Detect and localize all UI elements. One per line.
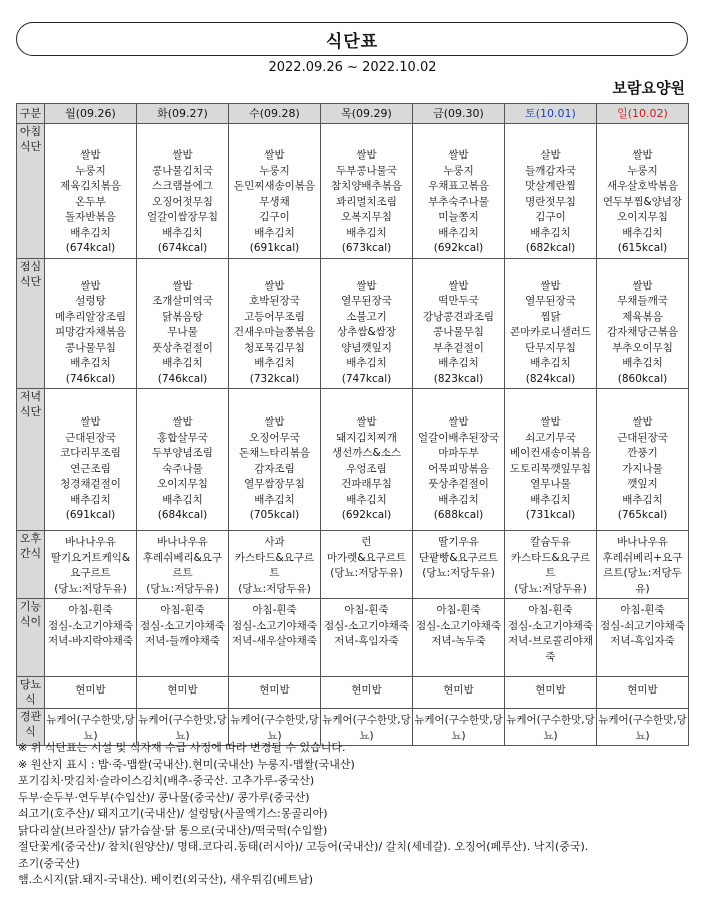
menu-item: 찜닭: [540, 310, 561, 323]
row-label-part: 간식: [19, 547, 42, 560]
dinner-cell-thu: [321, 389, 413, 531]
lunch-cell-mon: [45, 258, 137, 389]
menu-item: 도토리묵깻잎무침: [509, 462, 592, 475]
menu-item: 돌자반볶음: [65, 211, 116, 223]
diabetic-cell-tue: [137, 677, 229, 709]
day-header-thu: 목(09.29): [321, 104, 413, 124]
dinner-cell-mon: [45, 389, 137, 531]
menu-item: 뉴케어(구수한맛,당뇨): [138, 714, 227, 742]
menu-item: 오복지무침: [341, 211, 392, 223]
menu-item: 저녁-녹두죽: [431, 635, 486, 647]
menu-item: 저녁-바지락야채죽: [48, 635, 133, 647]
diabetic-cell-fri: [413, 677, 505, 709]
menu-item: 배추김치: [622, 226, 663, 239]
menu-item: 마파두부: [438, 447, 479, 459]
menu-item: 제육김치볶음: [60, 180, 121, 192]
porridge-cell-thu: [321, 599, 413, 677]
menu-item: 들깨감자국: [525, 164, 576, 177]
diabetic-cell-sun: [597, 677, 689, 709]
dinner-row: [17, 389, 689, 531]
diabetic-row-label: [17, 677, 45, 709]
menu-item: 스크램블에그: [152, 180, 213, 192]
menu-item: 배추김치: [346, 226, 387, 239]
menu-item: 쌀밥: [264, 149, 285, 161]
menu-item: (692kcal): [433, 242, 484, 254]
menu-item: 뉴케어(구수한맛,당뇨): [598, 714, 687, 742]
menu-item: 저녁-새우살야채죽: [232, 635, 317, 647]
menu-item: 후레쉬베리+요구르트(당뇨:저당두유): [602, 551, 683, 595]
menu-item: 배추김치: [530, 493, 571, 506]
menu-item: 점심-소고기야채죽: [48, 619, 133, 632]
menu-item: 돈민찌새송이볶음: [233, 180, 316, 192]
menu-item: 생선까스&소스: [331, 447, 402, 459]
menu-item: 런: [361, 536, 372, 548]
menu-item: 현미밥: [259, 684, 290, 696]
menu-item: 코다리무조림: [60, 447, 121, 459]
row-label-part: 식단: [19, 405, 42, 418]
menu-item: 카스타드&요구르트: [234, 551, 315, 579]
row-label-part: 식단: [19, 274, 42, 288]
corner-header: 구분: [17, 104, 45, 124]
menu-item: 무나물: [167, 326, 198, 338]
menu-item: (당뇨:저당두유): [54, 582, 127, 595]
menu-item: 가지나물: [622, 462, 663, 475]
snack-cell-sat: [505, 531, 597, 599]
menu-item: 쌀밥: [448, 416, 469, 428]
lunch-cell-tue: [137, 258, 229, 389]
row-label-part: 점심: [19, 259, 42, 273]
menu-item: 제육볶음: [622, 310, 663, 323]
menu-item: (705kcal): [249, 509, 300, 521]
menu-item: 무채들깨국: [617, 295, 668, 307]
menu-item: 감자조림: [254, 462, 295, 475]
menu-item: 쌀밥: [356, 416, 377, 428]
lunch-row: [17, 258, 689, 389]
menu-item: 떡만두국: [438, 295, 479, 307]
menu-item: 연근조림: [70, 462, 111, 475]
menu-item: 부추겉절이: [433, 341, 484, 354]
menu-item: 쌀밥: [172, 416, 193, 428]
menu-item: 쌀밥: [80, 279, 101, 292]
menu-item: 배추김치: [346, 357, 387, 369]
menu-item: 청포묵김무침: [244, 341, 305, 354]
menu-item: 얼갈이쌈장무침: [146, 211, 218, 223]
menu-item: 배추김치: [70, 493, 111, 506]
menu-item: 쌀밥: [356, 279, 377, 292]
menu-item: 딸기우유: [438, 536, 479, 548]
menu-item: 배추김치: [254, 357, 295, 369]
menu-item: 누룽지: [627, 164, 658, 177]
menu-item: 상추쌈&쌈장: [337, 326, 396, 338]
menu-item: 현미밥: [627, 684, 658, 696]
menu-item: 홍합살무국: [157, 431, 208, 444]
menu-item: 감자채당근볶음: [606, 326, 678, 338]
menu-item: 저녁-브로콜리야채죽: [508, 635, 593, 663]
weekly-menu-table: [16, 103, 689, 746]
menu-item: 쌀밥: [80, 416, 101, 428]
porridge-cell-fri: [413, 599, 505, 677]
lunch-cell-sat: [505, 258, 597, 389]
menu-item: 오징어젓무침: [152, 195, 213, 208]
facility-name: 보람요양원: [612, 79, 685, 97]
menu-item: (684kcal): [157, 509, 208, 521]
menu-item: 점심-소고기야채죽: [324, 619, 409, 632]
porridge-cell-mon: [45, 599, 137, 677]
snack-cell-thu: [321, 531, 413, 599]
menu-item: 저녁-들깨야채죽: [145, 635, 220, 647]
menu-item: 쌀밥: [264, 279, 285, 292]
menu-item: 배추김치: [622, 357, 663, 369]
row-label-part: 경관: [19, 710, 42, 723]
menu-item: 현미밥: [443, 684, 474, 696]
menu-item: 콩나물무침: [433, 326, 484, 338]
dinner-cell-tue: [137, 389, 229, 531]
row-label-part: 식이: [19, 615, 42, 628]
dinner-cell-sat: [505, 389, 597, 531]
dinner-cell-wed: [229, 389, 321, 531]
menu-item: 배추김치: [254, 493, 295, 506]
menu-item: 돈채느타리볶음: [238, 447, 310, 459]
menu-item: (당뇨:저당두유): [146, 582, 219, 595]
menu-item: 열무쌈장무침: [244, 478, 305, 490]
menu-item: 배추김치: [162, 357, 203, 369]
menu-item: 아침-흰죽: [436, 604, 481, 616]
menu-item: 배추김치: [530, 357, 571, 369]
note-line: 햄.소시지(닭.돼지-국내산). 베이컨(외국산), 새우튀김(베트남): [18, 873, 314, 886]
menu-item: 새우살호박볶음: [606, 180, 678, 192]
menu-item: 점심-소고기야채죽: [140, 619, 225, 632]
snack-cell-mon: [45, 531, 137, 599]
menu-item: 현미밥: [167, 684, 198, 696]
menu-item: 연두부찜&양념장: [602, 195, 683, 208]
menu-item: 칼슘두유: [530, 536, 571, 548]
menu-item: 후레쉬베리&요구르트: [142, 551, 223, 579]
menu-item: (747kcal): [341, 372, 392, 385]
note-line: ※ 원산지 표시 : 밥·죽-맵쌀(국내산).현미(국내산) 누룽지-맵쌀(국내산): [18, 757, 355, 771]
menu-item: 아침-흰죽: [620, 604, 665, 616]
menu-item: 오징어무국: [249, 431, 300, 444]
breakfast-cell-sat: [505, 124, 597, 259]
menu-item: 배추김치: [254, 226, 295, 239]
menu-item: 배추김치: [70, 357, 111, 369]
menu-item: 청경채겉절이: [60, 478, 121, 490]
day-header-sat: 토(10.01): [505, 104, 597, 124]
menu-item: 설렁탕: [75, 295, 106, 307]
date-range: 2022.09.26 ~ 2022.10.02: [268, 60, 437, 75]
menu-item: 바나나우유: [617, 536, 668, 548]
menu-item: (765kcal): [617, 509, 668, 521]
menu-item: 점심-소고기야채죽: [416, 619, 501, 632]
dinner-row-label: [17, 389, 45, 531]
note-line: 두부·순두부·연두부(수입산)/ 콩나물(중국산)/ 콩가루(중국산): [18, 790, 310, 804]
menu-item: 숙주나물: [162, 462, 203, 475]
menu-item: 콘마카로니샐러드: [509, 326, 592, 338]
porridge-cell-wed: [229, 599, 321, 677]
menu-item: 카스타드&요구르트: [510, 551, 591, 579]
breakfast-cell-sun: [597, 124, 689, 259]
menu-item: 돼지김치찌개: [336, 431, 397, 444]
menu-item: (674kcal): [157, 242, 208, 254]
lunch-cell-fri: [413, 258, 505, 389]
menu-item: (691kcal): [249, 242, 300, 254]
menu-item: 뉴케어(구수한맛,당뇨): [230, 714, 319, 742]
porridge-row: [17, 599, 689, 677]
menu-item: 쌀밥: [80, 149, 101, 161]
note-line: ※ 위 식단표는 시설 및 식자재 수급 사정에 따라 변경될 수 있습니다.: [18, 741, 346, 754]
row-label-part: 식: [25, 693, 36, 706]
menu-item: 깐풍기: [627, 447, 658, 459]
breakfast-cell-wed: [229, 124, 321, 259]
menu-item: 김구이: [535, 211, 566, 223]
menu-item: 어묵피망볶음: [428, 462, 489, 475]
menu-item: (당뇨:저당두유): [330, 567, 403, 579]
menu-item: 쇠고기무국: [525, 431, 576, 444]
menu-item: 살밥: [540, 149, 561, 161]
day-header-tue: 화(09.27): [137, 104, 229, 124]
menu-item: 아침-흰죽: [528, 604, 573, 616]
menu-item: 아침-흰죽: [68, 604, 113, 616]
menu-item: 아침-흰죽: [160, 604, 205, 616]
menu-item: 바나나우유: [65, 536, 116, 548]
menu-item: 근대된장국: [65, 431, 116, 444]
menu-item: 쌀밥: [448, 279, 469, 292]
menu-item: 꽈리멸치조림: [336, 195, 397, 208]
porridge-cell-tue: [137, 599, 229, 677]
menu-item: 소불고기: [346, 310, 387, 323]
menu-item: 쌀밥: [356, 149, 377, 161]
menu-item: 풋상추겉절이: [152, 341, 213, 354]
menu-item: (당뇨:저당두유): [238, 582, 311, 595]
menu-item: 열무나물: [530, 478, 571, 490]
snack-cell-tue: [137, 531, 229, 599]
lunch-row-label: [17, 258, 45, 389]
menu-item: 마가렛&요구르트: [326, 551, 407, 564]
menu-item: (615kcal): [617, 242, 668, 254]
snack-cell-fri: [413, 531, 505, 599]
menu-item: 쌀밥: [172, 279, 193, 292]
menu-item: 배추김치: [438, 493, 479, 506]
menu-item: 누룽지: [443, 164, 474, 177]
dinner-cell-sun: [597, 389, 689, 531]
menu-item: (당뇨:저당두유): [422, 567, 495, 579]
menu-item: 부추숙주나물: [428, 195, 489, 208]
menu-item: 베이컨새송이볶음: [509, 447, 592, 459]
menu-item: 고등어무조림: [244, 310, 305, 323]
breakfast-row-label: [17, 124, 45, 259]
menu-item: 깻잎지: [627, 478, 658, 490]
row-label-part: 당뇨: [19, 678, 42, 691]
menu-item: (824kcal): [525, 372, 576, 385]
menu-item: 쌀밥: [264, 416, 285, 428]
menu-item: 점심-소고기야채죽: [232, 619, 317, 632]
menu-item: 참치양배추볶음: [330, 180, 402, 192]
menu-item: 뉴케어(구수한맛,당뇨): [506, 714, 595, 742]
note-line: 쇠고기(호주산)/ 돼지고기(국내산)/ 설렁탕(사골엑기스:몽골리아): [18, 807, 328, 820]
menu-item: (746kcal): [65, 372, 116, 385]
menu-item: 미늘쫑지: [438, 211, 479, 223]
diabetic-row: [17, 677, 689, 709]
menu-item: 배추김치: [162, 226, 203, 239]
origin-notes: [18, 740, 688, 889]
menu-item: 점심-소고기야채죽: [508, 619, 593, 632]
menu-item: 김구이: [259, 211, 290, 223]
menu-item: 현미밥: [535, 684, 566, 696]
menu-item: 호박된장국: [249, 295, 300, 307]
menu-item: 쌀밥: [540, 279, 561, 292]
diabetic-cell-wed: [229, 677, 321, 709]
menu-title: 식단표: [16, 22, 688, 56]
menu-item: 배추김치: [70, 226, 111, 239]
menu-item: 닭볶음탕: [162, 310, 203, 323]
menu-item: 메추리알장조림: [54, 310, 126, 323]
menu-item: (당뇨:저당두유): [514, 582, 587, 595]
lunch-cell-wed: [229, 258, 321, 389]
menu-item: 열무된장국: [525, 295, 576, 307]
day-header-sun: 일(10.02): [597, 104, 689, 124]
snack-row: [17, 531, 689, 599]
menu-item: 누룽지: [75, 164, 106, 177]
menu-item: 배추김치: [622, 493, 663, 506]
menu-item: 바나나우유: [157, 536, 208, 548]
menu-item: 저녁-흑임자죽: [610, 635, 675, 647]
menu-item: (688kcal): [433, 509, 484, 521]
breakfast-row: [17, 124, 689, 259]
note-line: 닭다리살(브라질산)/ 닭가슴살·닭 통으로(국내산)/떡국떡(수입쌀): [18, 823, 328, 837]
menu-item: (692kcal): [341, 509, 392, 521]
menu-item: 누룽지: [259, 164, 290, 177]
diabetic-cell-mon: [45, 677, 137, 709]
menu-item: (674kcal): [65, 242, 116, 254]
menu-item: 쌀밥: [172, 149, 193, 161]
note-line: 절단꽃게(중국산)/ 참치(원양산)/ 명태.코다리.동태(러시아)/ 고등어(국내산)/ 갈치(세네갈). 오징어(페루산). 낙지(중국).: [18, 840, 589, 853]
menu-item: (732kcal): [249, 372, 300, 385]
menu-item: 현미밥: [351, 684, 382, 696]
menu-item: 오이지무침: [157, 478, 208, 490]
snack-cell-sun: [597, 531, 689, 599]
menu-item: 무생채: [259, 195, 290, 208]
menu-item: (673kcal): [341, 242, 392, 254]
menu-item: 강낭콩견과조림: [422, 310, 494, 323]
menu-item: 사과: [264, 536, 285, 548]
menu-item: 배추김치: [438, 357, 479, 369]
menu-item: 부추오이무침: [612, 341, 673, 354]
row-label-part: 오후: [19, 532, 42, 545]
menu-item: (731kcal): [525, 509, 576, 521]
note-line: 포기김치·맛김치·슬라이스김치(배추-중국산. 고추가루-중국산): [18, 774, 315, 787]
menu-item: 풋상추겉절이: [428, 478, 489, 490]
menu-item: 현미밥: [75, 684, 106, 696]
porridge-cell-sat: [505, 599, 597, 677]
row-label-part: 식단: [19, 140, 42, 153]
menu-item: 맛살계란찜: [525, 180, 576, 192]
menu-item: 저녁-흑임자죽: [334, 635, 399, 647]
menu-item: 온두부: [75, 195, 106, 208]
menu-item: (860kcal): [617, 372, 668, 385]
menu-item: 배추김치: [438, 226, 479, 239]
breakfast-cell-tue: [137, 124, 229, 259]
breakfast-cell-thu: [321, 124, 413, 259]
dinner-cell-fri: [413, 389, 505, 531]
menu-item: 쌀밥: [632, 416, 653, 428]
breakfast-cell-mon: [45, 124, 137, 259]
snack-cell-wed: [229, 531, 321, 599]
menu-item: (823kcal): [433, 372, 484, 385]
lunch-cell-thu: [321, 258, 413, 389]
snack-row-label: [17, 531, 45, 599]
menu-item: 건파래무침: [341, 478, 392, 490]
breakfast-cell-fri: [413, 124, 505, 259]
menu-item: 우엉조림: [346, 462, 387, 475]
menu-item: 쌀밥: [632, 149, 653, 161]
row-label-part: 아침: [19, 125, 42, 138]
row-label-part: 저녁: [19, 390, 42, 403]
day-header-fri: 금(09.30): [413, 104, 505, 124]
day-header-row: [17, 104, 689, 124]
menu-item: 두부양념조림: [152, 447, 213, 459]
menu-item: 근대된장국: [617, 431, 668, 444]
day-header-wed: 수(09.28): [229, 104, 321, 124]
menu-item: 딸기요거트케익&요구르트: [50, 551, 131, 579]
menu-item: 뉴케어(구수한맛,당뇨): [322, 714, 411, 742]
menu-item: 두부콩나물국: [336, 164, 397, 177]
menu-item: 뉴케어(구수한맛,당뇨): [46, 714, 135, 742]
menu-item: 아침-흰죽: [252, 604, 297, 616]
menu-item: 조개살미역국: [152, 295, 213, 307]
menu-item: 쌀밥: [540, 416, 561, 428]
menu-item: 점심-쇠고기야채죽: [600, 619, 685, 632]
diabetic-cell-thu: [321, 677, 413, 709]
menu-item: (691kcal): [65, 509, 116, 521]
menu-item: 배추김치: [162, 493, 203, 506]
menu-item: 단무지무침: [525, 341, 576, 354]
lunch-cell-sun: [597, 258, 689, 389]
menu-item: 단팥빵&요구르트: [418, 551, 499, 564]
menu-item: 양념깻잎지: [341, 341, 392, 354]
menu-item: 우채표고볶음: [428, 180, 489, 192]
menu-item: 배추김치: [346, 493, 387, 506]
note-line: 조기(중국산): [18, 856, 80, 870]
menu-item: 얼갈이배추된장국: [417, 431, 500, 444]
diabetic-cell-sat: [505, 677, 597, 709]
menu-item: 배추김치: [530, 226, 571, 239]
menu-item: 아침-흰죽: [344, 604, 389, 616]
porridge-cell-sun: [597, 599, 689, 677]
menu-item: 콩나물무침: [65, 341, 116, 354]
porridge-row-label: [17, 599, 45, 677]
menu-item: 오이지무침: [617, 211, 668, 223]
menu-item: 뉴케어(구수한맛,당뇨): [414, 714, 503, 742]
menu-item: 열무된장국: [341, 295, 392, 307]
row-label-part: 기능: [19, 600, 42, 613]
menu-item: 피망감자채볶음: [54, 326, 126, 338]
menu-item: 쌀밥: [632, 279, 653, 292]
row-label-part: 식: [25, 725, 36, 738]
menu-item: (682kcal): [525, 242, 576, 254]
menu-item: 명란젓무침: [525, 195, 576, 208]
menu-item: 쌀밥: [448, 149, 469, 161]
menu-item: (746kcal): [157, 372, 208, 385]
day-header-mon: 월(09.26): [45, 104, 137, 124]
menu-item: 건새우마늘쫑볶음: [233, 326, 316, 338]
menu-item: 콩나물김치국: [152, 164, 213, 177]
